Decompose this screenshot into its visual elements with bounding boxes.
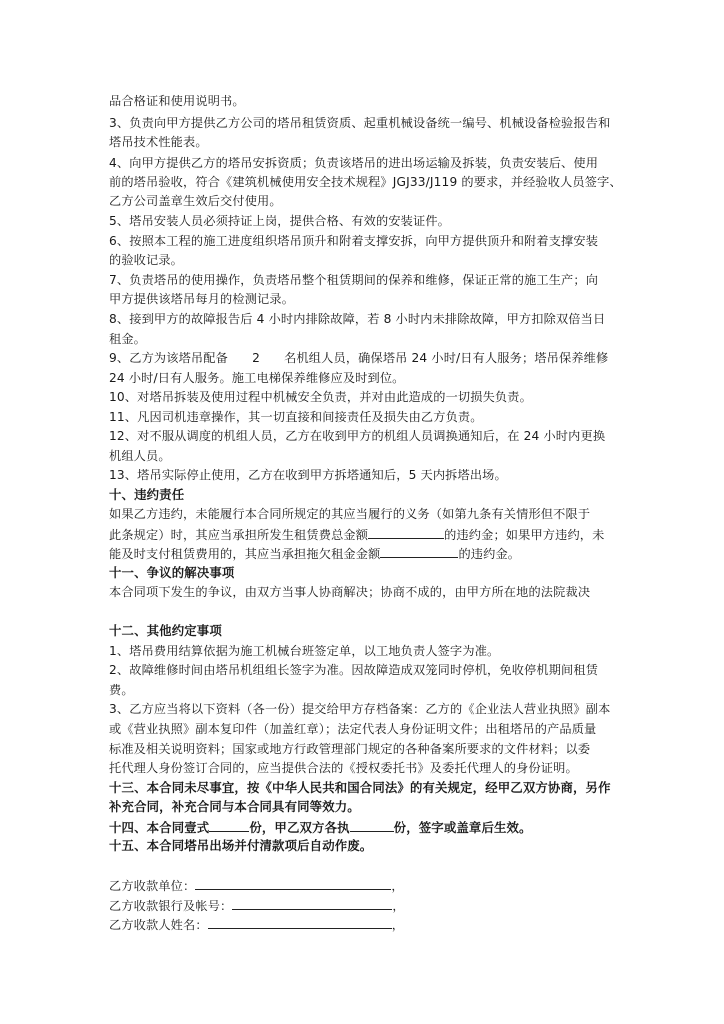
clause-text-line: 10、对塔吊拆装及使用过程中机械安全负责，并对由此造成的一切损失负责。 — [109, 390, 532, 404]
clause-text-line: 13、塔吊实际停止使用，乙方在收到甲方拆塔通知后，5 天内拆塔出场。 — [109, 468, 507, 482]
clause-text-segment: 份，签字或盖章后生效。 — [393, 820, 532, 835]
trailing-comma: ， — [391, 879, 404, 893]
clause-text-line: 11、凡因司机违章操作，其一切直接和间接责任及损失由乙方负责。 — [109, 410, 483, 424]
clause-text-segment: 此条规定）时，其应当承担所发生租赁费总金额 — [109, 528, 369, 542]
section-heading: 补充合同，补充合同与本合同具有同等效力。 — [109, 799, 360, 814]
clause-text-line: 本合同项下发生的争议，由双方当事人协商解决；协商不成的，由甲方所在地的法院裁决 — [109, 585, 591, 599]
clause-text-line: 12、对不服从调度的机组人员，乙方在收到甲方的机组人员调换通知后，在 24 小时内更换 — [109, 429, 606, 443]
clause-text-segment: 的违约金。 — [458, 547, 521, 561]
clause-text-line: 托代理人身份签订合同的，应当提供合法的《授权委托书》及委托代理人的身份证明。 — [109, 761, 578, 775]
copies-blank — [350, 819, 394, 832]
clause-text-line: 3、乙方应当将以下资料（各一份）提交给甲方存档备案：乙方的《企业法人营业执照》副本 — [109, 702, 611, 716]
section-heading: 十、违约责任 — [109, 487, 185, 502]
payee-unit-label: 乙方收款单位： — [109, 879, 196, 893]
clause-text-line: 租金。 — [109, 332, 147, 346]
amount-blank — [368, 526, 444, 539]
clause-text-line: 1、塔吊费用结算依据为施工机械台班签定单，以工地负责人签字为准。 — [109, 644, 500, 658]
clause-text-line: 或《营业执照》副本复印件（加盖红章）；法定代表人身份证明文件；出租塔吊的产品质量 — [109, 722, 597, 736]
clause-text-line: 品合格证和使用说明书。 — [109, 94, 245, 108]
clause-text-line: 如果乙方违约，未能履行本合同所规定的其应当履行的义务（如第九条有关情形但不限于 — [109, 507, 591, 521]
payee-name-row — [109, 916, 404, 933]
trailing-comma: ， — [391, 918, 405, 932]
clause-text-line: 5、塔吊安装人员必须持证上岗，提供合格、有效的安装证件。 — [109, 214, 451, 228]
payee-unit-row — [109, 877, 404, 894]
amount-blank — [380, 545, 458, 558]
clause-text-segment: 的违约金；如果甲方违约，未 — [444, 528, 605, 542]
payee-name-blank — [208, 916, 392, 929]
clause-text-line: 的验收记录。 — [109, 253, 184, 267]
clause-text-line: 费。 — [109, 683, 134, 697]
clause-text-segment: 份，甲乙双方各执 — [249, 820, 350, 835]
clause-text-line: 塔吊技术性能表。 — [109, 135, 208, 149]
section-heading: 十一、争议的解决事项 — [109, 565, 235, 580]
section-heading: 十五、本合同塔吊出场并付清款项后自动作废。 — [109, 838, 373, 853]
clause-text-line: 6、按照本工程的施工进度组织塔吊顶升和附着支撑安拆，向甲方提供顶升和附着支撑安装 — [109, 234, 599, 248]
clause-text-line: 3、负责向甲方提供乙方公司的塔吊租赁资质、起重机械设备统一编号、机械设备检验报告和 — [109, 116, 611, 130]
clause-text-line: 24 小时/日有人服务。施工电梯保养维修应及时到位。 — [109, 371, 405, 385]
section-heading: 十三、本合同未尽事宜，按《中华人民共和国合同法》的有关规定，经甲乙双方协商，另作 — [109, 780, 611, 795]
clause-text-segment: 能及时支付租赁费用的，其应当承担拖欠租金金额 — [109, 547, 381, 561]
payee-unit-blank — [195, 877, 391, 890]
clause-text-line: 7、负责塔吊的使用操作，负责塔吊整个租赁期间的保养和维修，保证正常的施工生产；向 — [109, 273, 599, 287]
section-heading — [109, 819, 532, 836]
clause-text-segment: 十四、本合同壹式 — [109, 820, 210, 835]
clause-text-line — [109, 526, 604, 543]
clause-text-line: 甲方提供该塔吊每月的检测记录。 — [109, 292, 295, 306]
trailing-comma: ， — [392, 899, 405, 913]
clause-text-line: 机组人员。 — [109, 449, 171, 463]
clause-text-line: 标准及相关说明资料；国家或地方行政管理部门规定的各种备案所要求的文件材料；以委 — [109, 742, 591, 756]
clause-text-line: 前的塔吊验收，符合《建筑机械使用安全技术规程》JGJ33/J119 的要求，并经验收人员签字、 — [109, 175, 622, 189]
copies-blank — [209, 819, 249, 832]
clause-text-line: 2、故障维修时间由塔吊机组组长签字为准。因故障造成双笼同时停机，免收停机期间租赁 — [109, 663, 599, 677]
payee-name-label: 乙方收款人姓名： — [109, 918, 208, 932]
payee-bank-row — [109, 897, 405, 914]
clause-text-line: 4、向甲方提供乙方的塔吊安拆资质；负责该塔吊的进出场运输及拆装，负责安装后、使用 — [109, 156, 599, 170]
payee-bank-label: 乙方收款银行及帐号： — [109, 899, 233, 913]
payee-bank-blank — [232, 897, 392, 910]
clause-text-line: 乙方公司盖章生效后交付使用。 — [109, 194, 282, 208]
section-heading: 十二、其他约定事项 — [109, 623, 222, 638]
clause-text-line: 8、接到甲方的故障报告后 4 小时内排除故障，若 8 小时内未排除故障，甲方扣除双倍当日 — [109, 312, 606, 326]
clause-text-line — [109, 545, 520, 562]
clause-text-line: 9、乙方为该塔吊配备 2 名机组人员，确保塔吊 24 小时/日有人服务；塔吊保养维修 — [109, 351, 609, 365]
